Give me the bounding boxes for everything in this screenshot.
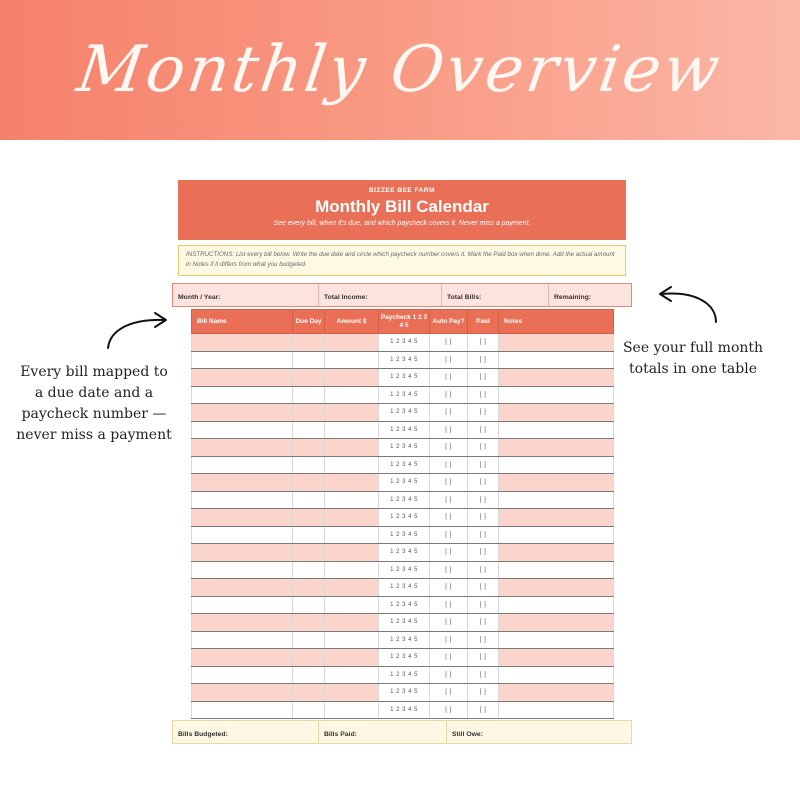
table-row [192,701,614,719]
amount-cell[interactable] [325,351,379,369]
auto-pay-checkbox[interactable]: [ ] [430,526,468,544]
bill-name-cell[interactable] [192,351,293,369]
amount-cell[interactable] [325,509,379,527]
bills-paid-field[interactable]: Bills Paid: [319,721,447,743]
notes-cell[interactable] [499,369,614,387]
due-day-cell[interactable] [293,526,325,544]
notes-cell[interactable] [499,474,614,492]
left-curved-arrow-icon [100,306,172,352]
auto-pay-checkbox[interactable]: [ ] [430,596,468,614]
bill-name-cell[interactable] [192,439,293,457]
amount-cell[interactable] [325,526,379,544]
notes-cell[interactable] [499,579,614,597]
amount-cell[interactable] [325,439,379,457]
bill-name-cell[interactable] [192,526,293,544]
notes-cell[interactable] [499,596,614,614]
notes-cell[interactable] [499,666,614,684]
amount-cell[interactable] [325,596,379,614]
due-day-cell[interactable] [293,544,325,562]
notes-cell[interactable] [499,701,614,719]
still-owe-field[interactable]: Still Owe: [452,731,483,738]
paid-checkbox[interactable]: [ ] [468,684,499,702]
paid-checkbox[interactable]: [ ] [468,491,499,509]
auto-pay-checkbox[interactable]: [ ] [430,439,468,457]
table-row [192,649,614,667]
amount-cell[interactable] [325,404,379,422]
amount-cell[interactable] [325,421,379,439]
paid-checkbox[interactable]: [ ] [468,614,499,632]
paid-checkbox[interactable]: [ ] [468,509,499,527]
auto-pay-checkbox[interactable]: [ ] [430,421,468,439]
table-row [192,369,614,387]
hero-banner [0,0,800,140]
paycheck-cell[interactable]: 1 2 3 4 5 [379,579,430,597]
sheet-header [178,180,626,240]
paid-checkbox[interactable]: [ ] [468,666,499,684]
auto-pay-checkbox[interactable]: [ ] [430,386,468,404]
amount-cell[interactable] [325,456,379,474]
header-notes: Notes [499,310,614,334]
table-row [192,596,614,614]
bill-name-cell[interactable] [192,474,293,492]
amount-cell[interactable] [325,579,379,597]
bill-name-cell[interactable] [192,334,293,352]
due-day-cell[interactable] [293,631,325,649]
paycheck-cell[interactable]: 1 2 3 4 5 [379,649,430,667]
calendar-title: Monthly Bill Calendar [315,197,489,216]
notes-cell[interactable] [499,614,614,632]
table-row [192,526,614,544]
due-day-cell[interactable] [293,491,325,509]
paycheck-cell[interactable]: 1 2 3 4 5 [379,404,430,422]
paid-checkbox[interactable]: [ ] [468,421,499,439]
due-day-cell[interactable] [293,439,325,457]
bill-name-cell[interactable] [192,404,293,422]
auto-pay-checkbox[interactable]: [ ] [430,369,468,387]
paid-checkbox[interactable]: [ ] [468,474,499,492]
paycheck-cell[interactable]: 1 2 3 4 5 [379,421,430,439]
bill-name-cell[interactable] [192,701,293,719]
due-day-cell[interactable] [293,561,325,579]
bill-name-cell[interactable] [192,684,293,702]
calendar-subtitle: See every bill, when it's due, and which paycheck covers it. Never miss a payment. [273,220,531,227]
due-day-cell[interactable] [293,334,325,352]
due-day-cell[interactable] [293,474,325,492]
table-row [192,334,614,352]
header-auto-pay: Auto Pay? [430,310,468,334]
bill-name-cell[interactable] [192,421,293,439]
notes-cell[interactable] [499,526,614,544]
due-day-cell[interactable] [293,596,325,614]
total-bills-field[interactable]: Total Bills: [442,284,549,306]
auto-pay-checkbox[interactable]: [ ] [430,544,468,562]
table-row [192,561,614,579]
table-row [192,614,614,632]
paycheck-cell[interactable]: 1 2 3 4 5 [379,369,430,387]
bill-name-cell[interactable] [192,649,293,667]
notes-cell[interactable] [499,421,614,439]
paid-checkbox[interactable]: [ ] [468,386,499,404]
auto-pay-checkbox[interactable]: [ ] [430,579,468,597]
paycheck-cell[interactable]: 1 2 3 4 5 [379,614,430,632]
header-due-day: Due Day [293,310,325,334]
remaining-field[interactable]: Remaining: [554,294,592,301]
paycheck-cell[interactable]: 1 2 3 4 5 [379,684,430,702]
bill-name-cell[interactable] [192,544,293,562]
bill-name-cell[interactable] [192,631,293,649]
auto-pay-checkbox[interactable]: [ ] [430,456,468,474]
amount-cell[interactable] [325,369,379,387]
amount-cell[interactable] [325,491,379,509]
paycheck-cell[interactable]: 1 2 3 4 5 [379,386,430,404]
header-paycheck: Paycheck 1 2 3 4 5 [379,310,430,334]
totals-bar [172,720,632,744]
notes-cell[interactable] [499,491,614,509]
table-row [192,579,614,597]
paycheck-cell[interactable]: 1 2 3 4 5 [379,561,430,579]
paid-checkbox[interactable]: [ ] [468,544,499,562]
amount-cell[interactable] [325,544,379,562]
table-row [192,544,614,562]
bill-name-cell[interactable] [192,491,293,509]
bill-table [191,309,614,719]
due-day-cell[interactable] [293,614,325,632]
amount-cell[interactable] [325,474,379,492]
farm-name: BIZZEE BEE FARM [368,187,435,194]
bill-name-cell[interactable] [192,369,293,387]
header-paid: Paid [468,310,499,334]
table-row [192,386,614,404]
auto-pay-checkbox[interactable]: [ ] [430,404,468,422]
right-callout-text: See your full month totals in one table [622,340,764,377]
notes-cell[interactable] [499,544,614,562]
bill-name-cell[interactable] [192,666,293,684]
notes-cell[interactable] [499,509,614,527]
header-bill-name: Bill Name [192,310,293,334]
banner-title: Monthly Overview [73,33,727,107]
paid-checkbox[interactable]: [ ] [468,526,499,544]
paid-checkbox[interactable]: [ ] [468,596,499,614]
notes-cell[interactable] [499,439,614,457]
paycheck-cell[interactable]: 1 2 3 4 5 [379,544,430,562]
notes-cell[interactable] [499,334,614,352]
table-row [192,491,614,509]
due-day-cell[interactable] [293,666,325,684]
notes-cell[interactable] [499,631,614,649]
paycheck-cell[interactable]: 1 2 3 4 5 [379,491,430,509]
due-day-cell[interactable] [293,386,325,404]
bills-budgeted-field[interactable]: Bills Budgeted: [173,721,319,743]
paycheck-cell[interactable]: 1 2 3 4 5 [379,474,430,492]
notes-cell[interactable] [499,404,614,422]
table-row [192,509,614,527]
auto-pay-checkbox[interactable]: [ ] [430,491,468,509]
table-row [192,631,614,649]
table-row [192,439,614,457]
paycheck-cell[interactable]: 1 2 3 4 5 [379,334,430,352]
paid-checkbox[interactable]: [ ] [468,701,499,719]
bill-name-cell[interactable] [192,614,293,632]
bill-name-cell[interactable] [192,456,293,474]
amount-cell[interactable] [325,684,379,702]
paycheck-cell[interactable]: 1 2 3 4 5 [379,509,430,527]
paycheck-cell[interactable]: 1 2 3 4 5 [379,701,430,719]
auto-pay-checkbox[interactable]: [ ] [430,701,468,719]
paycheck-cell[interactable]: 1 2 3 4 5 [379,631,430,649]
paid-checkbox[interactable]: [ ] [468,369,499,387]
paid-checkbox[interactable]: [ ] [468,561,499,579]
bill-name-cell[interactable] [192,509,293,527]
paycheck-cell[interactable]: 1 2 3 4 5 [379,666,430,684]
auto-pay-checkbox[interactable]: [ ] [430,351,468,369]
auto-pay-checkbox[interactable]: [ ] [430,631,468,649]
notes-cell[interactable] [499,456,614,474]
table-row [192,456,614,474]
auto-pay-checkbox[interactable]: [ ] [430,614,468,632]
amount-cell[interactable] [325,666,379,684]
auto-pay-checkbox[interactable]: [ ] [430,666,468,684]
auto-pay-checkbox[interactable]: [ ] [430,334,468,352]
bill-rows [192,334,614,719]
paid-checkbox[interactable]: [ ] [468,351,499,369]
instructions-box: INSTRUCTIONS: List every bill below. Write the due date and circle which paycheck number covers it. Mark the Paid box when done. Add the actual amount in Notes if it differs from what you budgeted. [178,245,626,276]
table-header-row [192,310,614,334]
notes-cell[interactable] [499,351,614,369]
amount-cell[interactable] [325,334,379,352]
amount-cell[interactable] [325,649,379,667]
due-day-cell[interactable] [293,369,325,387]
paid-checkbox[interactable]: [ ] [468,631,499,649]
paid-checkbox[interactable]: [ ] [468,649,499,667]
bill-name-cell[interactable] [192,596,293,614]
notes-cell[interactable] [499,386,614,404]
auto-pay-checkbox[interactable]: [ ] [430,684,468,702]
due-day-cell[interactable] [293,579,325,597]
bill-name-cell[interactable] [192,579,293,597]
notes-cell[interactable] [499,561,614,579]
bill-calendar-sheet [178,180,626,276]
total-income-field[interactable]: Total Income: [319,284,442,306]
table-row [192,684,614,702]
due-day-cell[interactable] [293,509,325,527]
paycheck-cell[interactable]: 1 2 3 4 5 [379,526,430,544]
month-year-field[interactable]: Month / Year: [173,284,319,306]
auto-pay-checkbox[interactable]: [ ] [430,474,468,492]
amount-cell[interactable] [325,614,379,632]
paycheck-cell[interactable]: 1 2 3 4 5 [379,596,430,614]
auto-pay-checkbox[interactable]: [ ] [430,561,468,579]
paid-checkbox[interactable]: [ ] [468,404,499,422]
notes-cell[interactable] [499,649,614,667]
paid-checkbox[interactable]: [ ] [468,439,499,457]
notes-cell[interactable] [499,684,614,702]
header-amount: Amount $ [325,310,379,334]
table-row [192,351,614,369]
amount-cell[interactable] [325,386,379,404]
left-callout-text: Every bill mapped to a due date and a paycheck number — never miss a payment [16,364,172,443]
due-day-cell[interactable] [293,456,325,474]
table-row [192,421,614,439]
bill-name-cell[interactable] [192,386,293,404]
due-day-cell[interactable] [293,701,325,719]
amount-cell[interactable] [325,561,379,579]
paycheck-cell[interactable]: 1 2 3 4 5 [379,456,430,474]
due-day-cell[interactable] [293,649,325,667]
auto-pay-checkbox[interactable]: [ ] [430,509,468,527]
paid-checkbox[interactable]: [ ] [468,579,499,597]
paid-checkbox[interactable]: [ ] [468,456,499,474]
summary-bar [172,283,632,307]
due-day-cell[interactable] [293,404,325,422]
amount-cell[interactable] [325,631,379,649]
due-day-cell[interactable] [293,351,325,369]
right-curved-arrow-icon [654,282,726,328]
paycheck-cell[interactable]: 1 2 3 4 5 [379,351,430,369]
table-row [192,666,614,684]
table-row [192,474,614,492]
amount-cell[interactable] [325,701,379,719]
due-day-cell[interactable] [293,421,325,439]
table-row [192,404,614,422]
paid-checkbox[interactable]: [ ] [468,334,499,352]
due-day-cell[interactable] [293,684,325,702]
bill-name-cell[interactable] [192,561,293,579]
auto-pay-checkbox[interactable]: [ ] [430,649,468,667]
paycheck-cell[interactable]: 1 2 3 4 5 [379,439,430,457]
